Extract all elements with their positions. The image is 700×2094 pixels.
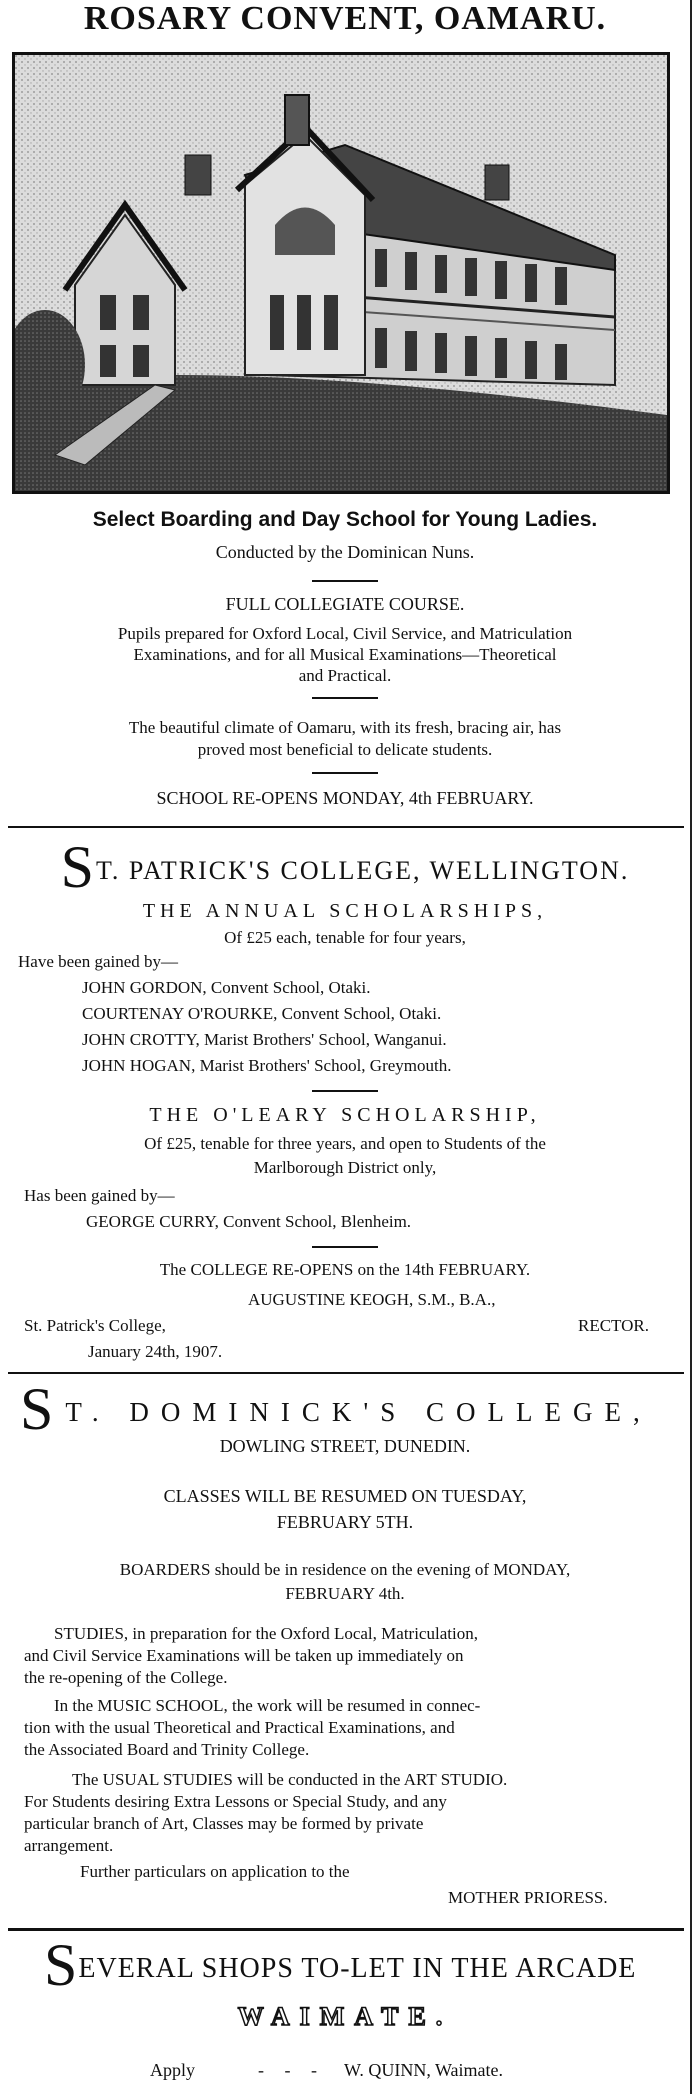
oleary-heading: THE O'LEARY SCHOLARSHIP, [149,1104,541,1126]
college-place: St. Patrick's College, [24,1316,166,1335]
short-rule [312,1090,378,1092]
classes-resumed-line: CLASSES WILL BE RESUMED ON TUESDAY, [163,1486,527,1506]
rosary-reopens: SCHOOL RE-OPENS MONDAY, 4th FEBRUARY. [156,788,534,808]
stdominicks-title-text: T. DOMINICK'S COLLEGE, [65,1397,652,1427]
convent-photo [12,52,670,494]
gained-by: Have been gained by— [18,952,179,971]
drop-initial: S [44,1932,79,1998]
winner-item: JOHN HOGAN, Marist Brothers' School, Greymouth. [82,1056,452,1075]
rosary-climate-line: The beautiful climate of Oamaru, with its fresh, bracing air, has [128,718,562,737]
rosary-climate-line: proved most beneficial to delicate students. [197,740,493,759]
rosary-course-line: Pupils prepared for Oxford Local, Civil Service, and Matriculation [117,624,573,643]
apply-dots: - - - [258,2060,325,2080]
stpatricks-title-text: T. PATRICK'S COLLEGE, WELLINGTON. [95,856,630,885]
stpatricks-reopens: The COLLEGE RE-OPENS on the 14th FEBRUARY. [159,1260,531,1279]
rosary-title: ROSARY CONVENT, OAMARU. [83,0,607,37]
further-particulars: Further particulars on application to the [80,1862,350,1881]
rosary-subtitle: Select Boarding and Day School for Young Ladies. [92,508,598,531]
music-line: In the MUSIC SCHOOL, the work will be resumed in connec- [54,1696,481,1715]
boarders-line: FEBRUARY 4th. [285,1584,405,1603]
annual-scholarships-heading: THE ANNUAL SCHOLARSHIPS, [142,900,548,922]
street-address: DOWLING STREET, DUNEDIN. [219,1436,471,1456]
oleary-line: Of £25, tenable for three years, and open to Students of the [144,1134,546,1153]
studies-line: and Civil Service Examinations will be taken up immediately on [24,1646,464,1665]
apply-label: Apply [150,2060,195,2080]
classes-resumed-line: FEBRUARY 5TH. [276,1512,414,1532]
short-rule [312,772,378,774]
short-rule [312,697,378,699]
arcade-title-text: EVERAL SHOPS TO-LET IN THE ARCADE [78,1953,637,1984]
art-line: arrangement. [24,1836,114,1855]
apply-contact: W. QUINN, Waimate. [344,2060,504,2080]
short-rule [312,580,378,582]
studies-line: STUDIES, in preparation for the Oxford Local, Matriculation, [54,1624,478,1643]
art-line: The USUAL STUDIES will be conducted in the ART STUDIO. [72,1770,508,1789]
annual-terms: Of £25 each, tenable for four years, [224,928,466,947]
section-divider [8,1928,684,1931]
mother-prioress: MOTHER PRIORESS. [448,1888,608,1907]
oleary-winner: GEORGE CURRY, Convent School, Blenheim. [86,1212,412,1231]
rosary-course-line: and Practical. [298,666,392,685]
music-line: the Associated Board and Trinity College. [24,1740,310,1759]
drop-initial: S [60,834,96,900]
oleary-line: Marlborough District only, [253,1158,437,1177]
art-line: particular branch of Art, Classes may be formed by private [24,1814,424,1833]
rector-name: AUGUSTINE KEOGH, S.M., B.A., [248,1290,496,1309]
boarders-line: BOARDERS should be in residence on the evening of MONDAY, [119,1560,571,1579]
rosary-course-line: Examinations, and for all Musical Examinations—Theoretical [133,645,557,664]
arcade-town: WAIMATE. [237,2002,453,2031]
short-rule [312,1246,378,1248]
oleary-gained-by: Has been gained by— [24,1186,175,1205]
rosary-conducted: Conducted by the Dominican Nuns. [215,542,475,562]
winner-item: COURTENAY O'ROURKE, Convent School, Otaki. [82,1004,442,1023]
letter-date: January 24th, 1907. [88,1342,223,1361]
art-line: For Students desiring Extra Lessons or Special Study, and any [24,1792,447,1811]
section-divider [8,1372,684,1374]
studies-line: the re-opening of the College. [24,1668,228,1687]
rector-role: RECTOR. [578,1316,650,1335]
winner-item: JOHN CROTTY, Marist Brothers' School, Wanganui. [82,1030,447,1049]
music-line: tion with the usual Theoretical and Practical Examinations, and [24,1718,455,1737]
section-divider [8,826,684,828]
drop-initial: S [20,1376,66,1442]
convent-building-illustration [15,55,667,491]
rosary-course-heading: FULL COLLEGIATE COURSE. [225,594,465,614]
stpatricks-title [0,834,690,900]
winner-item: JOHN GORDON, Convent School, Otaki. [82,978,371,997]
